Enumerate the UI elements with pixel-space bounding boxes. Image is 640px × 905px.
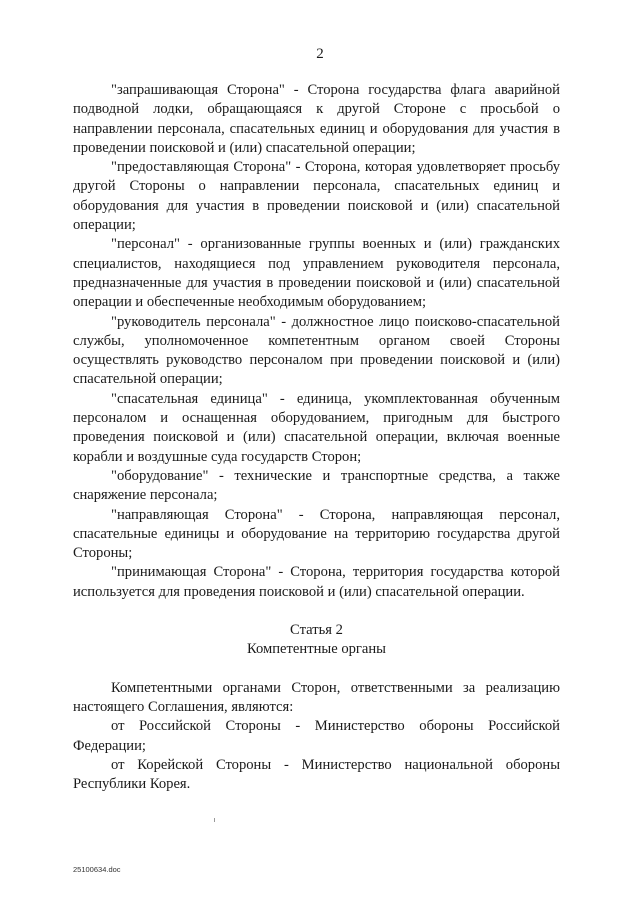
scan-mark [214,818,215,822]
competent-organ-korea: от Корейской Стороны - Министерство национальной обороны Республики Корея. [73,756,560,793]
article-title: Компетентные органы [246,641,386,658]
document-body [73,81,560,794]
definition-predostavlyayushchaya: "предоставляющая Сторона" - Сторона, которая удовлетворяет просьбу другой Стороны о направлении персонала, спасательных единиц и оборудования для участия в проведении поисковой и (или) спасательной операции; [73,159,560,234]
definition-rukovoditel: "руководитель персонала" - должностное лицо поисково-спасательной службы, уполномоченное компетентным органом своей Стороны осуществлять руководство персоналом при проведении поисковой и (или) спасательной операции; [73,313,560,388]
definition-spasatelnaya-edinitsa: "спасательная единица" - единица, укомплектованная обученным персоналом и оснащенная оборудованием, пригодным для быстрого проведения поисковой и (или) спасательной операции, включая военные корабли и воздушные суда государств Сторон; [73,390,560,465]
article-number: Статья 2 [290,622,343,639]
article-heading [73,621,560,660]
definition-napravlyayushchaya: "направляющая Сторона" - Сторона, направляющая персонал, спасательные единицы и оборудование на территорию государства другой Стороны; [73,506,560,562]
footer-file-name: 25100634.doc [73,865,121,874]
competent-organs-intro: Компетентными органами Сторон, ответственными за реализацию настоящего Соглашения, являются: [73,679,560,715]
competent-organ-russia: от Российской Стороны - Министерство обороны Российской Федерации; [73,718,560,754]
definition-oborudovanie: "оборудование" - технические и транспортные средства, а также снаряжение персонала; [73,467,560,504]
definition-prinimayushchaya: "принимающая Сторона" - Сторона, территория государства которой используется для проведения поисковой и (или) спасательной операции. [73,564,560,600]
page-number: 2 [316,46,324,62]
definition-zaprashivayushchaya: "запрашивающая Сторона" - Сторона государства флага аварийной подводной лодки, обращающаяся к другой Стороне с просьбой о направлении персонала, спасательных единиц и оборудования для участия в проведении поисковой и (или) спасательной операции; [73,82,560,156]
definition-personal: "персонал" - организованные группы военных и (или) гражданских специалистов, находящиеся под управлением руководителя персонала, предназначенные для участия в проведении поисковой и (или) спасательной операции и обеспеченные необходимым оборудованием; [73,236,560,311]
